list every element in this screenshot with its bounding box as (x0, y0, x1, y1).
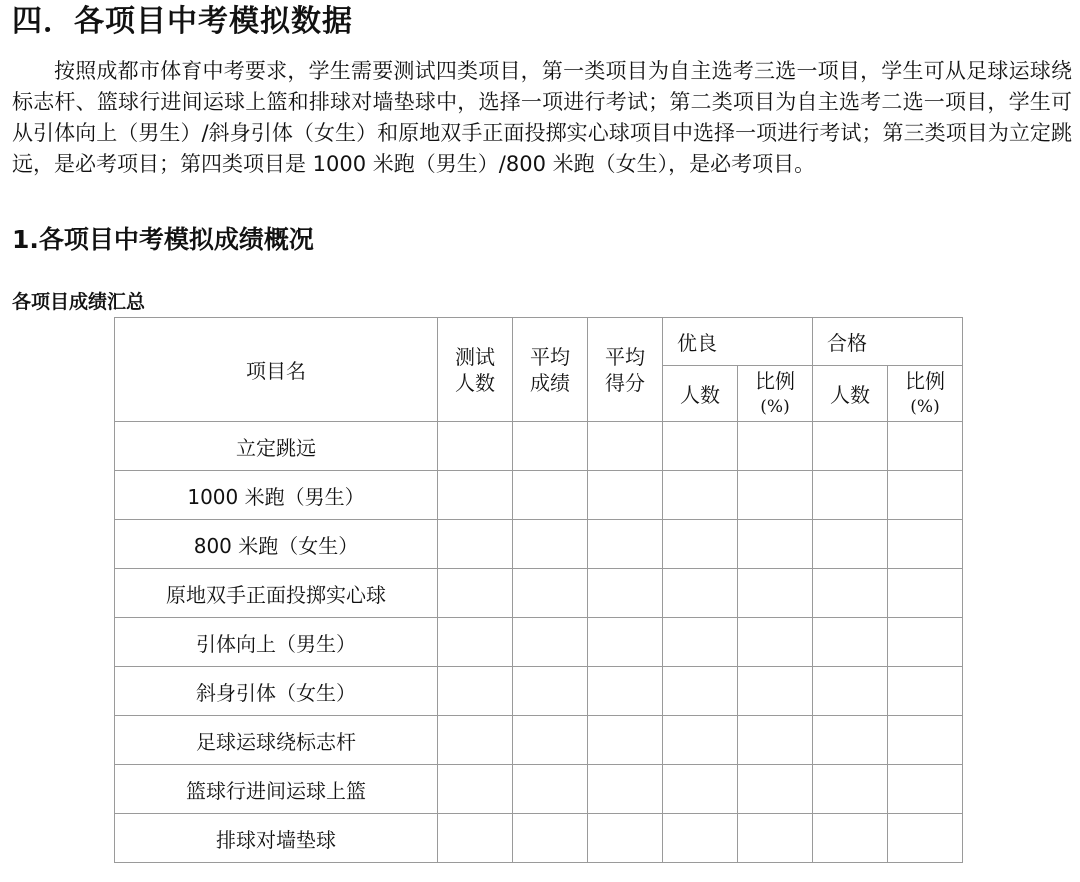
test-count-cell (438, 471, 513, 520)
header-excellent-group (663, 318, 813, 366)
item-name-cell (115, 520, 438, 569)
item-name-cell (115, 814, 438, 863)
header-test-count-line2: 人数 (455, 370, 495, 395)
excellent-count-cell (663, 618, 738, 667)
item-name: 800 米跑（女生） (193, 533, 359, 558)
header-pass-count-text: 人数 (830, 383, 870, 407)
item-name-cell (115, 422, 438, 471)
pass-ratio-cell (888, 471, 963, 520)
header-excellent-ratio-text: 比例 (755, 368, 795, 393)
header-pass-ratio-text: 比例 (905, 368, 945, 393)
item-name: 排球对墙垫球 (216, 827, 336, 852)
pass-count-cell (813, 716, 888, 765)
average-score-cell (513, 520, 588, 569)
pass-ratio-cell (888, 667, 963, 716)
header-pass-ratio-unit: (%) (910, 396, 940, 417)
average-points-cell (588, 667, 663, 716)
header-average-score-text (530, 344, 570, 396)
excellent-count-cell (663, 667, 738, 716)
header-average-points (588, 318, 663, 422)
excellent-ratio-cell (738, 765, 813, 814)
test-count-cell (438, 569, 513, 618)
average-score-cell (513, 716, 588, 765)
average-score-cell (513, 471, 588, 520)
pass-ratio-cell (888, 765, 963, 814)
pass-ratio-cell (888, 569, 963, 618)
average-points-cell (588, 569, 663, 618)
average-points-cell (588, 471, 663, 520)
excellent-ratio-cell (738, 471, 813, 520)
header-pass-text: 合格 (827, 331, 867, 355)
header-average-score-line1: 平均 (530, 344, 570, 369)
item-name-cell (115, 716, 438, 765)
pass-count-cell (813, 520, 888, 569)
header-average-points-text (605, 344, 645, 396)
pass-count-cell (813, 422, 888, 471)
item-name: 足球运球绕标志杆 (196, 729, 356, 754)
header-excellent-count-text: 人数 (680, 383, 720, 407)
table-row (115, 520, 963, 569)
section-title: 四．各项目中考模拟数据 (12, 4, 353, 39)
average-score-cell (513, 618, 588, 667)
item-name: 原地双手正面投掷实心球 (166, 582, 386, 607)
pass-ratio-cell (888, 716, 963, 765)
test-count-cell (438, 618, 513, 667)
excellent-count-cell (663, 716, 738, 765)
header-test-count-line1: 测试 (455, 344, 495, 369)
average-score-cell (513, 569, 588, 618)
excellent-ratio-cell (738, 520, 813, 569)
test-count-cell (438, 667, 513, 716)
header-excellent-ratio (738, 366, 813, 422)
excellent-ratio-cell (738, 569, 813, 618)
pass-count-cell (813, 765, 888, 814)
excellent-ratio-cell (738, 716, 813, 765)
item-name-cell (115, 667, 438, 716)
item-name: 斜身引体（女生） (196, 680, 356, 705)
excellent-count-cell (663, 422, 738, 471)
excellent-ratio-cell (738, 667, 813, 716)
average-score-cell (513, 422, 588, 471)
average-points-cell (588, 765, 663, 814)
intro-paragraph: 按照成都市体育中考要求，学生需要测试四类项目，第一类项目为自主选考三选一项目，学生可从足球运球绕标志杆、篮球行进间运球上篮和排球对墙垫球中，选择一项进行考试；第二类项目为自主选考二选一项目，学生可从引体向上（男生）/斜身引体（女生）和原地双手正面投掷实心球项目中选择一项进行考试；第三类项目为立定跳远，是必考项目；第四类项目是 1000 米跑（男生）/800 米跑（女生），是必考项目。 (12, 59, 1072, 176)
pass-count-cell (813, 569, 888, 618)
pass-ratio-cell (888, 618, 963, 667)
table-row (115, 765, 963, 814)
header-average-score-line2: 成绩 (530, 370, 570, 395)
header-pass-ratio (888, 366, 963, 422)
pass-count-cell (813, 618, 888, 667)
header-average-points-line2: 得分 (605, 370, 645, 395)
average-score-cell (513, 667, 588, 716)
average-points-cell (588, 716, 663, 765)
pass-count-cell (813, 471, 888, 520)
table-row (115, 814, 963, 863)
item-name-cell (115, 471, 438, 520)
average-points-cell (588, 422, 663, 471)
item-name: 1000 米跑（男生） (187, 484, 365, 509)
average-score-cell (513, 814, 588, 863)
excellent-count-cell (663, 814, 738, 863)
excellent-ratio-cell (738, 814, 813, 863)
excellent-count-cell (663, 569, 738, 618)
item-name-cell (115, 765, 438, 814)
average-points-cell (588, 520, 663, 569)
pass-ratio-cell (888, 422, 963, 471)
scores-summary-table (114, 317, 963, 863)
item-name-cell (115, 618, 438, 667)
test-count-cell (438, 716, 513, 765)
table-row (115, 471, 963, 520)
sub-section-title: 1.各项目中考模拟成绩概况 (12, 225, 314, 254)
excellent-ratio-cell (738, 618, 813, 667)
item-name-cell (115, 569, 438, 618)
table-row (115, 422, 963, 471)
header-pass-count (813, 366, 888, 422)
item-name: 篮球行进间运球上篮 (186, 778, 366, 803)
table-row (115, 618, 963, 667)
table-caption: 各项目成绩汇总 (12, 291, 146, 313)
average-points-cell (588, 618, 663, 667)
header-excellent-ratio-unit: (%) (760, 396, 790, 417)
test-count-cell (438, 814, 513, 863)
excellent-count-cell (663, 520, 738, 569)
header-test-count-text (455, 344, 495, 396)
pass-ratio-cell (888, 814, 963, 863)
excellent-count-cell (663, 471, 738, 520)
test-count-cell (438, 520, 513, 569)
header-average-score (513, 318, 588, 422)
header-average-points-line1: 平均 (605, 344, 645, 369)
item-name: 立定跳远 (236, 435, 316, 460)
excellent-ratio-cell (738, 422, 813, 471)
table-row (115, 716, 963, 765)
item-name: 引体向上（男生） (196, 631, 356, 656)
table-row (115, 667, 963, 716)
table-header-row-1 (115, 318, 963, 366)
average-points-cell (588, 814, 663, 863)
test-count-cell (438, 422, 513, 471)
header-test-count (438, 318, 513, 422)
header-item-name (115, 318, 438, 422)
header-excellent-count (663, 366, 738, 422)
average-score-cell (513, 765, 588, 814)
pass-ratio-cell (888, 520, 963, 569)
test-count-cell (438, 765, 513, 814)
header-pass-group (813, 318, 963, 366)
header-excellent-text: 优良 (677, 331, 717, 355)
table-row (115, 569, 963, 618)
pass-count-cell (813, 814, 888, 863)
pass-count-cell (813, 667, 888, 716)
header-item-name-text: 项目名 (246, 359, 306, 383)
excellent-count-cell (663, 765, 738, 814)
